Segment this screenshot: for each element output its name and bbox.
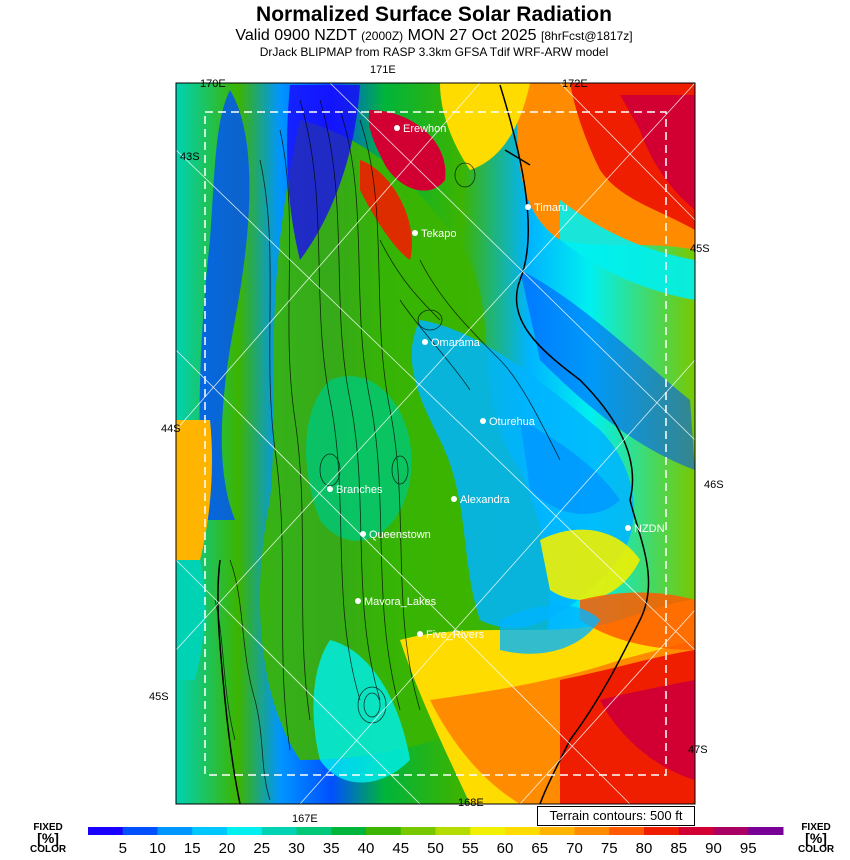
svg-text:Branches: Branches xyxy=(336,484,383,496)
colorbar-tick-label: 60 xyxy=(496,840,514,857)
colorbar-tick-label: 35 xyxy=(322,840,340,857)
colorbar-right-fixed: FIXED xyxy=(801,822,831,833)
colorbar-swatch xyxy=(227,827,262,835)
terrain-contours-note: Terrain contours: 500 ft xyxy=(537,806,695,826)
colorbar-swatch xyxy=(366,827,401,835)
colorbar-swatch xyxy=(505,827,540,835)
town-branches xyxy=(327,484,383,496)
colorbar-left-color: COLOR xyxy=(30,844,67,855)
colorbar-tick-label: 50 xyxy=(427,840,444,857)
colorbar-swatch xyxy=(158,827,193,835)
colorbar-label-right xyxy=(798,822,834,855)
svg-text:Tekapo: Tekapo xyxy=(421,228,457,240)
colorbar-swatch xyxy=(748,827,783,835)
colorbar-swatch xyxy=(714,827,749,835)
map-title: Normalized Surface Solar Radiation xyxy=(256,3,612,26)
label-168e: 168E xyxy=(458,797,484,809)
town-five-rivers xyxy=(417,629,485,641)
model-description: DrJack BLIPMAP from RASP 3.3km GFSA Tdif WRF-ARW model xyxy=(259,45,609,59)
colorbar-label-left xyxy=(30,822,66,855)
colorbar-right-color: COLOR xyxy=(798,844,835,855)
colorbar-swatch xyxy=(679,827,714,835)
colorbar-tick-label: 40 xyxy=(357,840,375,857)
colorbar-tick-label: 95 xyxy=(739,840,757,857)
label-47s: 47S xyxy=(688,744,708,756)
valid-date: MON 27 Oct 2025 xyxy=(407,27,537,44)
colorbar-tick-label: 65 xyxy=(531,840,549,857)
forecast-note: [8hrFcst@1817z] xyxy=(541,29,633,43)
colorbar-swatch xyxy=(262,827,297,835)
label-171e: 171E xyxy=(370,64,396,76)
colorbar-left-fixed: FIXED xyxy=(33,822,63,833)
valid-prefix: Valid 0900 NZDT xyxy=(235,27,357,44)
town-mavora-lakes xyxy=(355,596,437,608)
colorbar-tick-label: 20 xyxy=(218,840,236,857)
town-omarama xyxy=(422,337,481,349)
label-46s: 46S xyxy=(704,479,724,491)
colorbar-tick-label: 5 xyxy=(118,840,127,857)
svg-text:Five_Rivers: Five_Rivers xyxy=(426,629,485,641)
label-170e: 170E xyxy=(200,78,226,90)
colorbar-swatch xyxy=(575,827,610,835)
label-45s-west: 45S xyxy=(149,691,169,703)
colorbar-swatch xyxy=(540,827,575,835)
colorbar-tick-label: 30 xyxy=(288,840,305,857)
town-oturehua xyxy=(480,416,536,428)
colorbar-tick-label: 45 xyxy=(392,840,410,857)
label-44s: 44S xyxy=(161,423,181,435)
svg-text:Mavora_Lakes: Mavora_Lakes xyxy=(364,596,437,608)
valid-utc: (2000Z) xyxy=(361,29,404,43)
label-45s-east: 45S xyxy=(690,243,710,255)
colorbar-tick-label: 55 xyxy=(461,840,479,857)
colorbar xyxy=(88,827,784,857)
svg-text:Erewhon: Erewhon xyxy=(403,123,447,135)
colorbar-tick-label: 10 xyxy=(149,840,166,857)
colorbar-tick-label: 85 xyxy=(670,840,688,857)
colorbar-swatch xyxy=(644,827,679,835)
colorbar-right-unit: [%] xyxy=(805,830,827,846)
colorbar-tick-label: 25 xyxy=(253,840,271,857)
label-172e: 172E xyxy=(562,78,588,90)
svg-text:Timaru: Timaru xyxy=(534,202,568,214)
svg-text:NZDN: NZDN xyxy=(634,523,665,535)
town-alexandra xyxy=(451,494,510,506)
colorbar-tick-label: 90 xyxy=(705,840,722,857)
colorbar-swatch xyxy=(401,827,436,835)
svg-text:Omarama: Omarama xyxy=(431,337,480,349)
colorbar-swatch xyxy=(470,827,505,835)
svg-text:Oturehua: Oturehua xyxy=(489,416,535,428)
town-queenstown xyxy=(360,529,431,541)
colorbar-tick-label: 75 xyxy=(600,840,618,857)
colorbar-swatch xyxy=(88,827,123,835)
svg-text:Alexandra: Alexandra xyxy=(460,494,510,506)
colorbar-swatch xyxy=(609,827,644,835)
colorbar-swatch xyxy=(331,827,366,835)
colorbar-tick-label: 70 xyxy=(566,840,583,857)
svg-text:Queenstown: Queenstown xyxy=(369,529,431,541)
label-167e: 167E xyxy=(292,813,318,825)
colorbar-tick-label: 80 xyxy=(635,840,653,857)
label-43s: 43S xyxy=(180,151,200,163)
colorbar-left-unit: [%] xyxy=(37,830,59,846)
colorbar-tick-label: 15 xyxy=(183,840,201,857)
colorbar-swatch xyxy=(436,827,471,835)
colorbar-swatch xyxy=(123,827,158,835)
colorbar-swatch xyxy=(297,827,332,835)
colorbar-swatch xyxy=(192,827,227,835)
